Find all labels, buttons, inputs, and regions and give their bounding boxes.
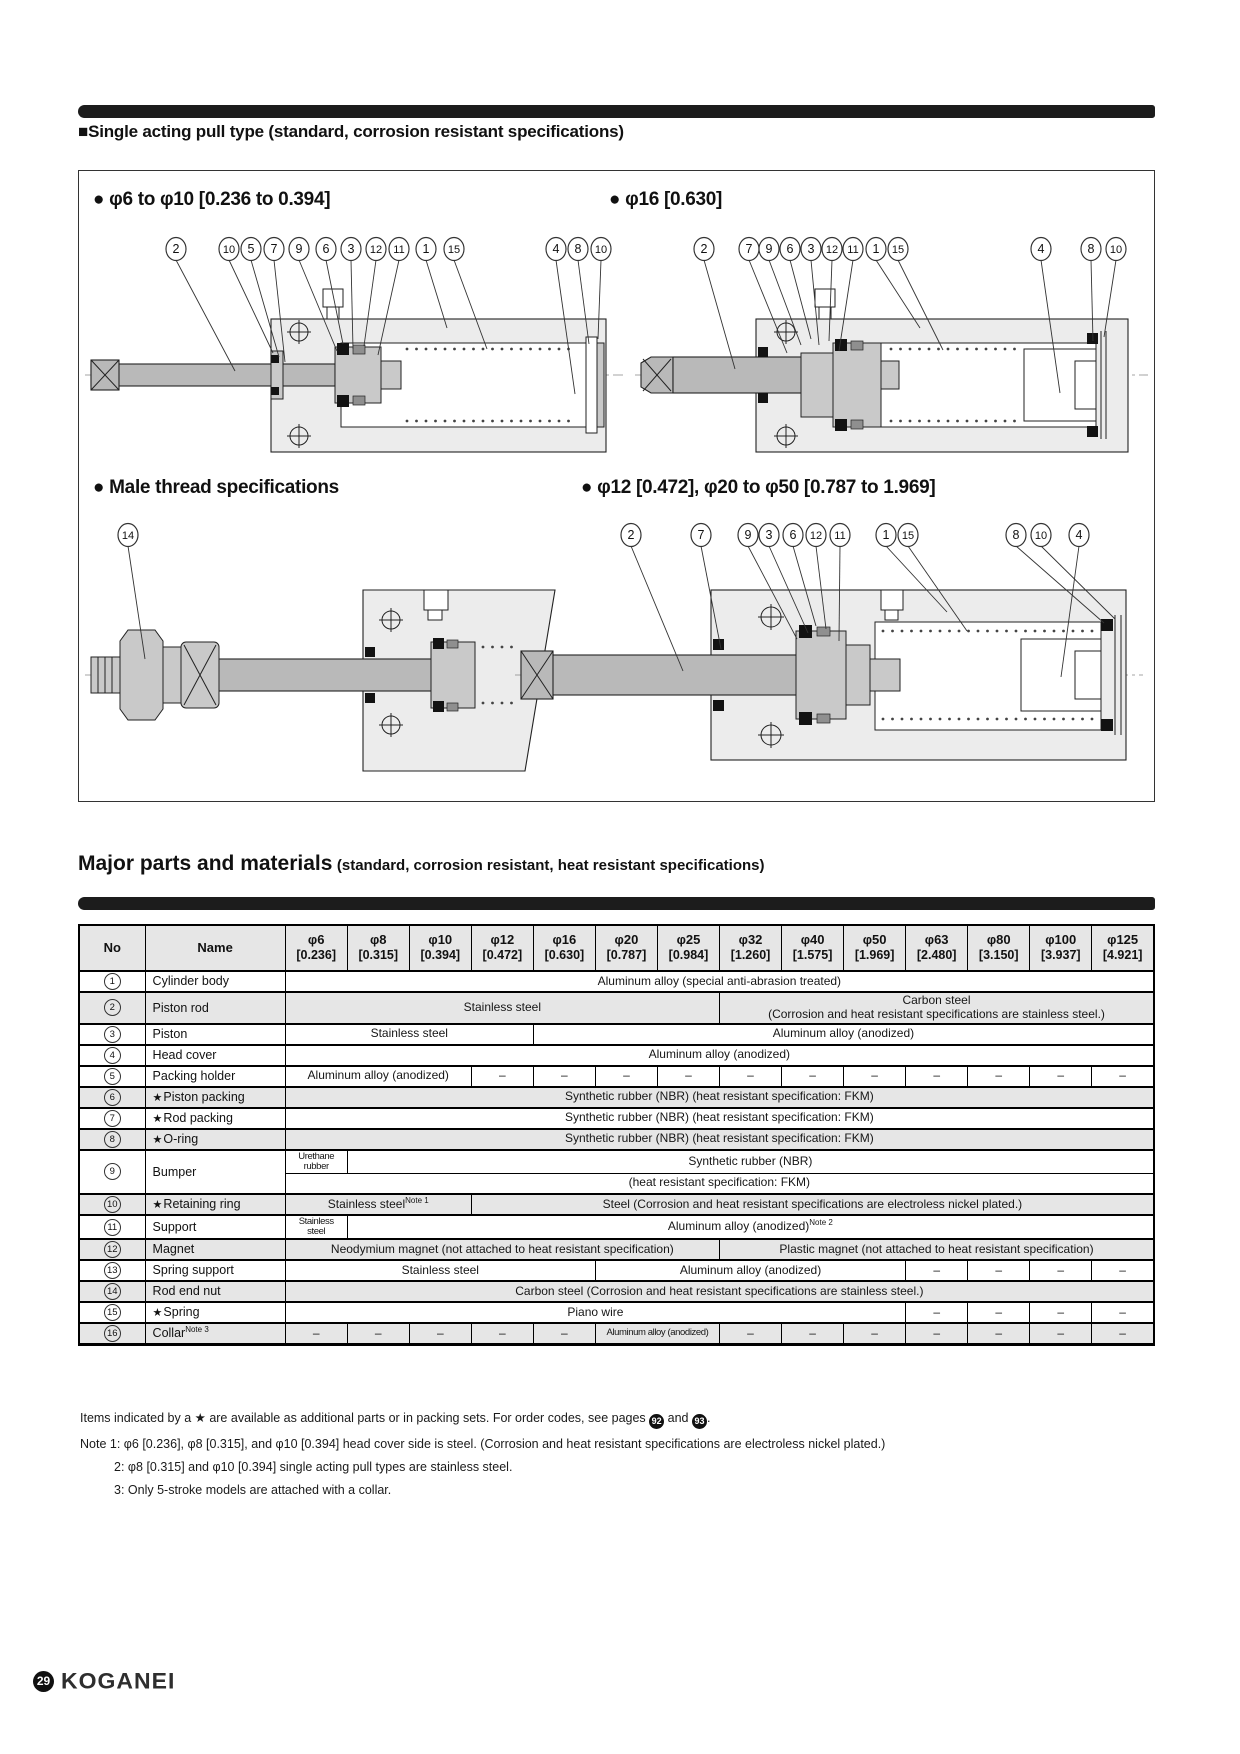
size-column-header: φ32 [1.260] bbox=[720, 925, 782, 971]
table-row bbox=[79, 1045, 1154, 1066]
page-number-badge: 29 bbox=[33, 1671, 54, 1692]
circled-number: 7 bbox=[104, 1110, 121, 1127]
material-cell: Stainless steel bbox=[285, 992, 719, 1024]
star-icon: ★ bbox=[152, 1133, 163, 1146]
note-text: φ8 [0.315] and φ10 [0.394] single acting pull types are stainless steel. bbox=[127, 1459, 513, 1474]
callout-number: 15 bbox=[901, 530, 915, 543]
material-cell: Carbon steel (Corrosion and heat resistant specifications are stainless steel.) bbox=[285, 1281, 1154, 1302]
part-name: Support bbox=[145, 1215, 285, 1239]
part-no bbox=[79, 992, 145, 1024]
material-cell: Aluminum alloy (anodized) bbox=[285, 1045, 1154, 1066]
part-no bbox=[79, 1194, 145, 1215]
material-cell: Stainless steel bbox=[285, 1260, 595, 1281]
callout-number: 7 bbox=[270, 242, 278, 257]
circled-number: 10 bbox=[104, 1196, 121, 1213]
circled-number: 15 bbox=[104, 1304, 121, 1321]
part-name: ★Spring bbox=[145, 1302, 285, 1323]
part-name: Spring support bbox=[145, 1260, 285, 1281]
circled-number: 5 bbox=[104, 1068, 121, 1085]
table-row bbox=[79, 1323, 1154, 1345]
material-cell: – bbox=[782, 1323, 844, 1345]
size-column-header: φ10 [0.394] bbox=[409, 925, 471, 971]
note-text: Only 5-stroke models are attached with a collar. bbox=[127, 1482, 392, 1497]
circled-number: 2 bbox=[104, 999, 121, 1016]
table-rule-bar bbox=[78, 897, 1155, 910]
callout-number: 4 bbox=[552, 242, 560, 257]
note-label: 3: bbox=[114, 1482, 125, 1497]
circled-number: 1 bbox=[104, 973, 121, 990]
callout-number: 8 bbox=[1087, 242, 1095, 257]
note-line bbox=[114, 1484, 885, 1498]
table-row bbox=[79, 992, 1154, 1024]
callout-number: 8 bbox=[1012, 528, 1020, 543]
callout-number: 4 bbox=[1075, 528, 1083, 543]
material-cell: Carbon steel (Corrosion and heat resistant specifications are stainless steel.) bbox=[720, 992, 1155, 1024]
part-name: Piston bbox=[145, 1024, 285, 1045]
page-footer bbox=[33, 1668, 175, 1695]
star-icon: ★ bbox=[152, 1091, 163, 1104]
part-no bbox=[79, 1024, 145, 1045]
circled-number: 3 bbox=[104, 1026, 121, 1043]
material-cell: Plastic magnet (not attached to heat resistant specification) bbox=[720, 1239, 1155, 1260]
part-no bbox=[79, 1323, 145, 1345]
callout-number: 8 bbox=[574, 242, 582, 257]
part-name: ★Rod packing bbox=[145, 1108, 285, 1129]
figure-title-phi12-50: ● φ12 [0.472], φ20 to φ50 [0.787 to 1.969] bbox=[581, 477, 936, 498]
callout-number: 10 bbox=[1034, 530, 1048, 543]
callout-number: 12 bbox=[369, 244, 383, 257]
table-row bbox=[79, 1129, 1154, 1150]
materials-table-body bbox=[79, 971, 1154, 1344]
part-no bbox=[79, 1108, 145, 1129]
circled-number: 16 bbox=[104, 1325, 121, 1342]
figure-title-phi16: ● φ16 [0.630] bbox=[609, 189, 723, 210]
material-cell: – bbox=[968, 1260, 1030, 1281]
note-line bbox=[80, 1438, 885, 1452]
table-row bbox=[79, 1260, 1154, 1281]
rod-end-nut-shape bbox=[120, 630, 163, 720]
callout-number: 6 bbox=[786, 242, 794, 257]
materials-heading bbox=[78, 852, 765, 876]
material-cell: Aluminum alloy (anodized) bbox=[595, 1323, 719, 1345]
circled-number: 11 bbox=[104, 1219, 121, 1236]
material-cell: – bbox=[906, 1323, 968, 1345]
section-title: ■Single acting pull type (standard, corrosion resistant specifications) bbox=[78, 122, 624, 141]
size-column-header: φ63 [2.480] bbox=[906, 925, 968, 971]
note-line bbox=[114, 1461, 885, 1475]
callout-number: 10 bbox=[594, 244, 608, 257]
material-cell: – bbox=[906, 1302, 968, 1323]
notes-block bbox=[80, 1412, 885, 1506]
material-cell: – bbox=[533, 1066, 595, 1087]
material-cell: Piano wire bbox=[285, 1302, 905, 1323]
material-cell: – bbox=[409, 1323, 471, 1345]
note-text: φ6 [0.236], φ8 [0.315], and φ10 [0.394] head cover side is steel. (Corrosion and heat resistant specifications are electroless nickel plated.) bbox=[123, 1437, 886, 1451]
material-cell: – bbox=[844, 1066, 906, 1087]
part-name: ★O-ring bbox=[145, 1129, 285, 1150]
page-ref-badge: 93 bbox=[692, 1414, 707, 1429]
callout-number: 12 bbox=[809, 530, 823, 543]
material-cell: – bbox=[1092, 1302, 1154, 1323]
size-column-header: φ40 [1.575] bbox=[782, 925, 844, 971]
callout-number: 6 bbox=[789, 528, 797, 543]
circled-number: 13 bbox=[104, 1262, 121, 1279]
part-name: Head cover bbox=[145, 1045, 285, 1066]
material-cell: – bbox=[968, 1302, 1030, 1323]
part-no bbox=[79, 1066, 145, 1087]
material-cell: (heat resistant specification: FKM) bbox=[285, 1173, 1154, 1194]
material-cell: Neodymium magnet (not attached to heat resistant specification) bbox=[285, 1239, 719, 1260]
material-cell: – bbox=[968, 1066, 1030, 1087]
star-note-text: and bbox=[664, 1411, 692, 1425]
part-no bbox=[79, 1260, 145, 1281]
callout-number: 9 bbox=[744, 528, 752, 543]
callout-number: 15 bbox=[447, 244, 461, 257]
materials-heading-sub: (standard, corrosion resistant, heat resistant specifications) bbox=[336, 857, 765, 874]
size-column-header: φ80 [3.150] bbox=[968, 925, 1030, 971]
table-row bbox=[79, 1239, 1154, 1260]
material-cell: – bbox=[1092, 1323, 1154, 1345]
table-row bbox=[79, 1302, 1154, 1323]
material-cell: Aluminum alloy (special anti-abrasion treated) bbox=[285, 971, 1154, 992]
material-cell: – bbox=[906, 1066, 968, 1087]
material-cell: – bbox=[471, 1323, 533, 1345]
material-cell: – bbox=[968, 1323, 1030, 1345]
part-name: ★Retaining ring bbox=[145, 1194, 285, 1215]
callout-number: 6 bbox=[322, 242, 330, 257]
figure-title-male-thread: ● Male thread specifications bbox=[93, 477, 339, 498]
material-cell: – bbox=[720, 1323, 782, 1345]
figure-title-small-bores: ● φ6 to φ10 [0.236 to 0.394] bbox=[93, 189, 331, 210]
callout-number: 2 bbox=[700, 242, 708, 257]
material-cell: Aluminum alloy (anodized) bbox=[533, 1024, 1154, 1045]
cylinder-diagram-phi12-50 bbox=[515, 519, 1145, 773]
table-row bbox=[79, 971, 1154, 992]
material-cell: Synthetic rubber (NBR) bbox=[347, 1150, 1154, 1173]
material-cell: – bbox=[906, 1260, 968, 1281]
star-note-text: . bbox=[706, 1411, 711, 1425]
material-cell: Aluminum alloy (anodized) bbox=[285, 1066, 471, 1087]
table-row bbox=[79, 1108, 1154, 1129]
part-name: Packing holder bbox=[145, 1066, 285, 1087]
part-name: ★Piston packing bbox=[145, 1087, 285, 1108]
size-column-header: φ125 [4.921] bbox=[1092, 925, 1154, 971]
part-no bbox=[79, 1281, 145, 1302]
size-column-header: φ25 [0.984] bbox=[657, 925, 719, 971]
size-column-header: φ12 [0.472] bbox=[471, 925, 533, 971]
materials-table-header-row bbox=[79, 925, 1154, 971]
part-no bbox=[79, 1215, 145, 1239]
table-row bbox=[79, 1281, 1154, 1302]
material-cell: Stainless steel$^{Note 1}$ bbox=[285, 1194, 471, 1215]
callout-number: 2 bbox=[627, 528, 635, 543]
size-column-header: φ100 [3.937] bbox=[1030, 925, 1092, 971]
material-cell: – bbox=[1030, 1260, 1092, 1281]
material-cell: – bbox=[471, 1066, 533, 1087]
callout-number: 15 bbox=[891, 244, 905, 257]
material-cell: Synthetic rubber (NBR) (heat resistant specification: FKM) bbox=[285, 1108, 1154, 1129]
materials-heading-main: Major parts and materials bbox=[78, 852, 333, 875]
material-cell: – bbox=[657, 1066, 719, 1087]
callout-number: 7 bbox=[697, 528, 705, 543]
material-cell: – bbox=[1030, 1302, 1092, 1323]
material-cell: – bbox=[782, 1066, 844, 1087]
circled-number: 6 bbox=[104, 1089, 121, 1106]
page-ref-badge: 92 bbox=[649, 1414, 664, 1429]
size-column-header: φ20 [0.787] bbox=[595, 925, 657, 971]
material-cell: – bbox=[347, 1323, 409, 1345]
part-no bbox=[79, 1045, 145, 1066]
cylinder-diagram-phi6-10 bbox=[85, 231, 625, 481]
size-column-header: φ50 [1.969] bbox=[844, 925, 906, 971]
material-cell: – bbox=[1030, 1323, 1092, 1345]
brand-logo: KOGANEI bbox=[61, 1668, 176, 1694]
material-cell: Synthetic rubber (NBR) (heat resistant specification: FKM) bbox=[285, 1087, 1154, 1108]
part-no bbox=[79, 1150, 145, 1194]
callout-number: 5 bbox=[247, 242, 255, 257]
part-no bbox=[79, 1087, 145, 1108]
callout-number: 3 bbox=[347, 242, 355, 257]
materials-table bbox=[78, 924, 1155, 1346]
note-label: Note 1: bbox=[80, 1437, 121, 1451]
star-icon: ★ bbox=[152, 1307, 163, 1320]
callout-number: 9 bbox=[765, 242, 773, 257]
table-row bbox=[79, 1087, 1154, 1108]
material-cell: Urethane rubber bbox=[285, 1150, 347, 1173]
callout-number: 1 bbox=[882, 528, 890, 543]
material-cell: Steel (Corrosion and heat resistant specifications are electroless nickel plated.) bbox=[471, 1194, 1154, 1215]
callout-number: 9 bbox=[295, 242, 303, 257]
star-note-text: Items indicated by a ★ are available as additional parts or in packing sets. For order codes, see pages bbox=[80, 1411, 650, 1425]
callout-number: 11 bbox=[847, 244, 859, 257]
material-cell: Synthetic rubber (NBR) (heat resistant specification: FKM) bbox=[285, 1129, 1154, 1150]
cylinder-diagram-male-thread bbox=[85, 519, 585, 773]
part-name: Collar$^{Note 3}$ bbox=[145, 1323, 285, 1345]
callout-number: 10 bbox=[222, 244, 236, 257]
callout-number: 1 bbox=[422, 242, 430, 257]
figure-box bbox=[78, 170, 1155, 802]
callout-number: 2 bbox=[172, 242, 180, 257]
table-row bbox=[79, 1194, 1154, 1215]
circled-number: 4 bbox=[104, 1047, 121, 1064]
material-cell: Stainless steel bbox=[285, 1215, 347, 1239]
circled-number: 12 bbox=[104, 1241, 121, 1258]
part-no bbox=[79, 1129, 145, 1150]
material-cell: Stainless steel bbox=[285, 1024, 533, 1045]
part-name: Rod end nut bbox=[145, 1281, 285, 1302]
callout-number: 11 bbox=[393, 244, 405, 257]
part-name: Magnet bbox=[145, 1239, 285, 1260]
part-name: Piston rod bbox=[145, 992, 285, 1024]
material-cell: – bbox=[285, 1323, 347, 1345]
material-cell: – bbox=[720, 1066, 782, 1087]
top-rule-bar bbox=[78, 105, 1155, 118]
material-cell: Aluminum alloy (anodized)$^{Note 2}$ bbox=[347, 1215, 1154, 1239]
callout-number: 7 bbox=[745, 242, 753, 257]
header-name: Name bbox=[145, 925, 285, 971]
part-no bbox=[79, 1302, 145, 1323]
star-icon: ★ bbox=[152, 1199, 163, 1212]
table-row bbox=[79, 1150, 1154, 1173]
part-no bbox=[79, 1239, 145, 1260]
callout-number: 4 bbox=[1037, 242, 1045, 257]
circled-number: 9 bbox=[104, 1163, 121, 1180]
circled-number: 14 bbox=[104, 1283, 121, 1300]
material-cell: – bbox=[1092, 1066, 1154, 1087]
callout-number: 3 bbox=[807, 242, 815, 257]
size-column-header: φ6 [0.236] bbox=[285, 925, 347, 971]
size-column-header: φ16 [0.630] bbox=[533, 925, 595, 971]
note-label: 2: bbox=[114, 1459, 125, 1474]
circled-number: 8 bbox=[104, 1131, 121, 1148]
callout-number: 11 bbox=[834, 530, 846, 543]
material-cell: – bbox=[1030, 1066, 1092, 1087]
callout-number: 10 bbox=[1109, 244, 1123, 257]
star-icon: ★ bbox=[152, 1112, 163, 1125]
callout-number: 14 bbox=[121, 530, 135, 543]
material-cell: – bbox=[533, 1323, 595, 1345]
header-no: No bbox=[79, 925, 145, 971]
cylinder-diagram-phi16 bbox=[635, 231, 1150, 481]
star-note bbox=[80, 1412, 885, 1429]
material-cell: – bbox=[844, 1323, 906, 1345]
table-row bbox=[79, 1215, 1154, 1239]
table-row bbox=[79, 1024, 1154, 1045]
material-cell: – bbox=[595, 1066, 657, 1087]
part-name: Bumper bbox=[145, 1150, 285, 1194]
material-cell: – bbox=[1092, 1260, 1154, 1281]
callout-number: 1 bbox=[872, 242, 880, 257]
material-cell: Aluminum alloy (anodized) bbox=[595, 1260, 905, 1281]
callout-number: 3 bbox=[765, 528, 773, 543]
table-row bbox=[79, 1066, 1154, 1087]
size-column-header: φ8 [0.315] bbox=[347, 925, 409, 971]
part-name: Cylinder body bbox=[145, 971, 285, 992]
callout-number: 12 bbox=[825, 244, 839, 257]
part-no bbox=[79, 971, 145, 992]
